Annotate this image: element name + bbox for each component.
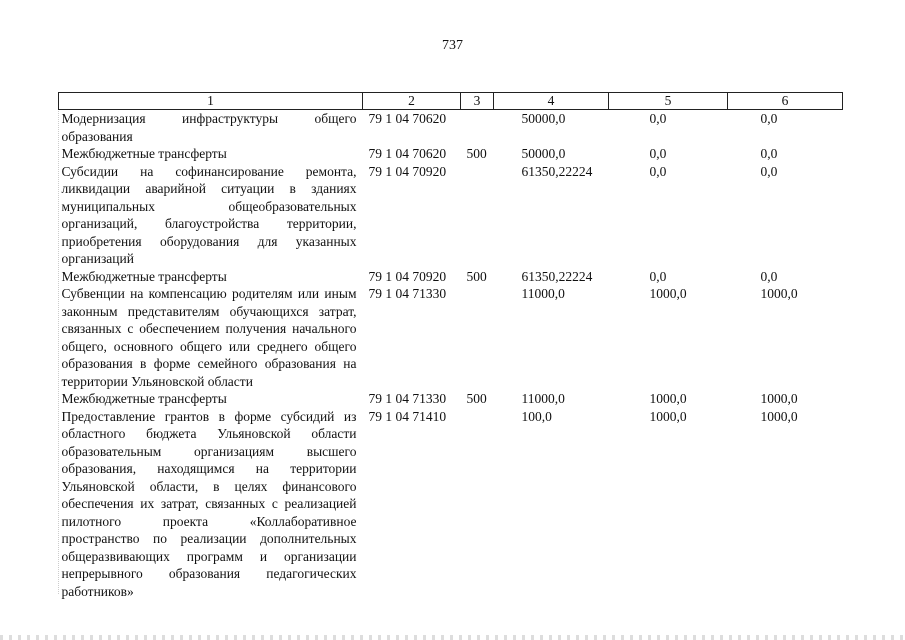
row-name: Межбюджетные трансферты (61, 146, 227, 161)
row-amount-col6: 1000,0 (760, 408, 798, 424)
header-col-6: 6 (728, 93, 843, 110)
row-name: Межбюджетные трансферты (61, 391, 227, 406)
page-number: 737 (442, 38, 463, 53)
header-col-3: 3 (461, 93, 494, 110)
row-expense-type (461, 285, 494, 390)
row-amount-col4: 61350,22224 (521, 163, 593, 179)
row-amount-col6: 0,0 (760, 111, 778, 126)
header-row (59, 93, 843, 110)
row-expense-type: 500 (466, 268, 487, 284)
header-col-4: 4 (494, 93, 609, 110)
table-body (59, 110, 843, 601)
row-code: 79 1 04 71330 (368, 391, 447, 406)
table-row (59, 110, 843, 146)
row-expense-type (461, 408, 494, 601)
row-name: Субсидии на софинансирование ремонта, ликвидации аварийной ситуации в зданиях муниципальных общеобразовательных организаций, благоустройства территории, приобретения оборудования для указанных организаций (61, 163, 357, 266)
row-amount-col4: 11000,0 (521, 391, 565, 406)
row-amount-col4: 61350,22224 (521, 268, 593, 284)
row-code: 79 1 04 70620 (368, 146, 447, 161)
row-expense-type: 500 (466, 146, 487, 161)
row-amount-col6: 0,0 (760, 163, 778, 179)
row-amount-col6: 1000,0 (760, 286, 798, 301)
header-col-1: 1 (59, 93, 363, 110)
row-amount-col4: 50000,0 (521, 146, 566, 161)
budget-table (58, 92, 843, 600)
row-amount-col6: 0,0 (760, 146, 778, 161)
row-code: 79 1 04 70920 (368, 268, 447, 284)
row-code: 79 1 04 70620 (368, 111, 447, 126)
row-amount-col5: 0,0 (649, 111, 667, 126)
row-code: 79 1 04 70920 (368, 163, 447, 179)
row-expense-type: 500 (466, 391, 487, 406)
row-expense-type (461, 163, 494, 268)
table-row (59, 390, 843, 408)
row-expense-type (461, 110, 494, 146)
row-code: 79 1 04 71330 (368, 286, 447, 301)
row-amount-col6: 1000,0 (760, 391, 798, 406)
table-row (59, 145, 843, 163)
row-name: Модернизация инфраструктуры общего образования (61, 111, 357, 144)
header-col-2: 2 (363, 93, 461, 110)
row-amount-col5: 1000,0 (649, 286, 687, 301)
header-col-5: 5 (609, 93, 728, 110)
row-name: Субвенции на компенсацию родителям или иным законным представителям обучающихся затрат, связанных с обеспечением получения начального общего, основного общего или среднего общего образования в форме семейного образования на территории Ульяновской области (61, 286, 357, 389)
row-amount-col5: 1000,0 (649, 408, 687, 424)
row-name: Предоставление грантов в форме субсидий из областного бюджета Ульяновской области образовательным организациям высшего образования, находящимся на территории Ульяновской области, в целях финансового обеспечения их затрат, связанных с реализацией пилотного проекта «Коллаборативное пространство по реализации дополнительных общеразвивающих программ и организации непрерывного образования педагогических работников» (61, 408, 357, 599)
table-row (59, 408, 843, 601)
row-amount-col5: 0,0 (649, 163, 667, 179)
table-row (59, 268, 843, 286)
row-amount-col4: 100,0 (521, 408, 552, 424)
table-row (59, 163, 843, 268)
row-amount-col5: 1000,0 (649, 391, 687, 406)
table-header (59, 93, 843, 110)
row-amount-col6: 0,0 (760, 268, 778, 284)
row-amount-col4: 11000,0 (521, 286, 565, 301)
row-amount-col5: 0,0 (649, 146, 667, 161)
table-row (59, 285, 843, 390)
row-amount-col5: 0,0 (649, 268, 667, 284)
row-amount-col4: 50000,0 (521, 111, 566, 126)
scan-edge-artifact (0, 635, 905, 640)
row-code: 79 1 04 71410 (368, 408, 447, 424)
row-name: Межбюджетные трансферты (61, 268, 227, 284)
